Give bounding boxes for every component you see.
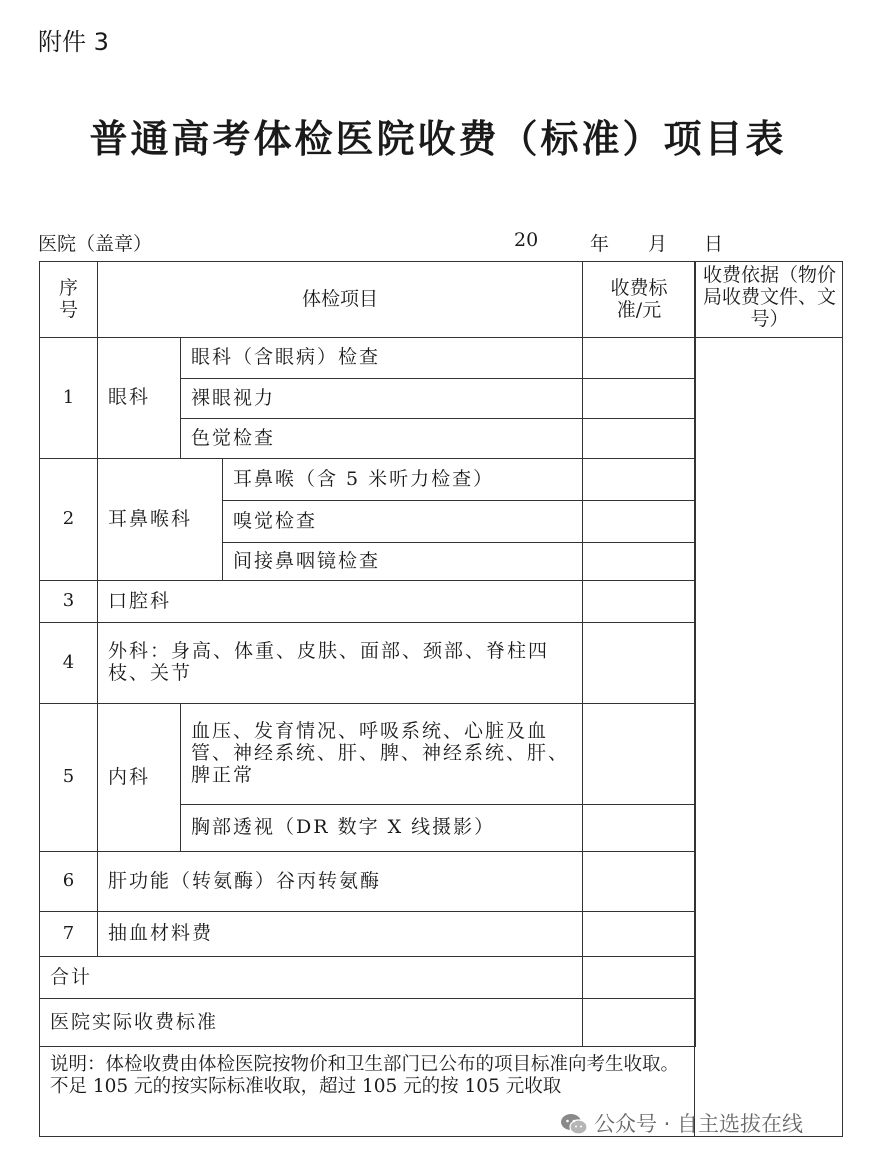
total-row xyxy=(40,957,696,999)
actual-fee-label: 医院实际收费标准 xyxy=(40,999,583,1047)
fee-cell xyxy=(583,805,696,852)
fee-cell xyxy=(583,459,696,501)
table-row xyxy=(40,338,696,379)
fee-cell xyxy=(583,999,696,1047)
hospital-stamp-label: 医院（盖章） xyxy=(38,233,153,255)
row-item: 眼科（含眼病）检查 xyxy=(181,338,583,379)
header-fee: 收费标准/元 xyxy=(583,262,696,338)
total-label: 合计 xyxy=(40,957,583,999)
row-seq: 7 xyxy=(40,912,98,957)
row-item: 嗅觉检查 xyxy=(223,501,583,543)
page-title: 普通高考体检医院收费（标准）项目表 xyxy=(89,116,787,161)
fee-table xyxy=(39,261,696,1047)
table-row xyxy=(40,459,696,501)
row-seq: 2 xyxy=(40,459,98,581)
header-seq: 序号 xyxy=(40,262,98,338)
month-label: 月 xyxy=(648,233,668,255)
row-seq: 1 xyxy=(40,338,98,459)
row-dept: 肝功能（转氨酶）谷丙转氨酶 xyxy=(98,852,583,912)
row-dept: 耳鼻喉科 xyxy=(98,459,223,581)
row-seq: 4 xyxy=(40,623,98,704)
header-basis: 收费依据（物价局收费文件、文号） xyxy=(695,262,842,338)
watermark xyxy=(560,1108,803,1138)
row-item: 色觉检查 xyxy=(181,419,583,459)
row-dept: 抽血材料费 xyxy=(98,912,583,957)
table-row xyxy=(40,704,696,805)
row-seq: 5 xyxy=(40,704,98,852)
fee-cell xyxy=(583,419,696,459)
row-seq: 3 xyxy=(40,581,98,623)
fee-cell xyxy=(583,852,696,912)
table-row xyxy=(40,581,696,623)
fee-cell xyxy=(583,957,696,999)
day-label: 日 xyxy=(704,233,724,255)
attachment-label: 附件 3 xyxy=(38,28,109,56)
row-dept: 外科：身高、体重、皮肤、面部、颈部、脊柱四枝、关节 xyxy=(98,623,583,704)
row-item: 血压、发育情况、呼吸系统、心脏及血管、神经系统、肝、脾、神经系统、肝、脾正常 xyxy=(181,704,583,805)
actual-fee-row xyxy=(40,999,696,1047)
year-prefix: 20 xyxy=(514,229,539,251)
fee-cell xyxy=(583,338,696,379)
note-text: 说明：体检收费由体检医院按物价和卫生部门已公布的项目标准向考生收取。不足 105 元的按实际标准收取，超过 105 元的按 105 元收取 xyxy=(39,1046,695,1137)
wechat-icon xyxy=(560,1113,588,1135)
row-item: 胸部透视（DR 数字 X 线摄影） xyxy=(181,805,583,852)
row-item: 间接鼻咽镜检查 xyxy=(223,543,583,581)
watermark-label: 公众号 · 自主选拔在线 xyxy=(594,1112,804,1136)
header-item: 体检项目 xyxy=(98,262,583,338)
fee-cell xyxy=(583,379,696,419)
fee-cell xyxy=(583,581,696,623)
basis-column xyxy=(694,261,843,1137)
stamp-row xyxy=(38,229,838,257)
row-dept: 口腔科 xyxy=(98,581,583,623)
table-row xyxy=(40,912,696,957)
table-row xyxy=(40,852,696,912)
row-item: 耳鼻喉（含 5 米听力检查） xyxy=(223,459,583,501)
table-row xyxy=(40,623,696,704)
fee-cell xyxy=(583,704,696,805)
header-row xyxy=(40,262,696,338)
fee-cell xyxy=(583,912,696,957)
fee-cell xyxy=(583,623,696,704)
row-dept: 眼科 xyxy=(98,338,181,459)
row-seq: 6 xyxy=(40,852,98,912)
year-label: 年 xyxy=(590,233,610,255)
fee-cell xyxy=(583,501,696,543)
row-dept: 内科 xyxy=(98,704,181,852)
row-item: 裸眼视力 xyxy=(181,379,583,419)
fee-cell xyxy=(583,543,696,581)
